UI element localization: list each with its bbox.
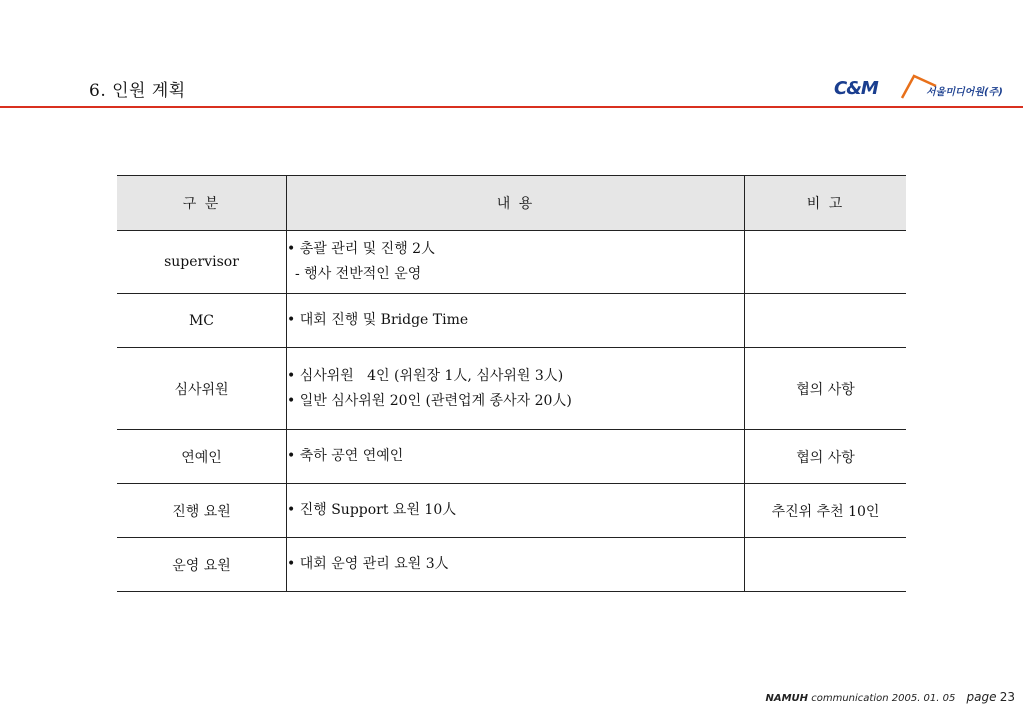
content-line: • 축하 공연 연예인 [287,448,404,464]
row-content [287,484,745,538]
header-divider [0,106,1023,108]
company-logo [834,72,1016,104]
footer-page-number: 23 [999,690,1015,704]
logo-korean-name: 서울미디어원(주) [926,87,1003,98]
row-note [745,231,907,294]
row-note [745,538,907,592]
row-category: supervisor [117,231,287,294]
content-line: • 일반 심사위원 20인 (관련업계 종사자 20人) [287,392,572,409]
staffing-plan-table [117,175,906,592]
row-note: 추진위 추천 10인 [745,484,907,538]
row-note [745,294,907,348]
column-header-note: 비 고 [745,176,907,231]
row-content [287,294,745,348]
footer-text: communication 2005. 01. 05 [808,693,956,704]
row-category: 운영 요원 [117,538,287,592]
row-content [287,231,745,294]
row-note: 협의 사항 [745,430,907,484]
footer-brand: NAMUH [765,693,809,704]
table-row [117,484,906,538]
content-line: • 진행 Support 요원 10人 [287,502,457,518]
content-line: • 심사위원 4인 (위원장 1人, 심사위원 3人) [287,367,564,384]
logo-wordmark: C&M [834,78,878,99]
row-content [287,430,745,484]
row-note: 협의 사항 [745,348,907,430]
row-category: 심사위원 [117,348,287,430]
table-row [117,231,906,294]
column-header-content: 내 용 [287,176,745,231]
content-line: • 대회 운영 관리 요원 3人 [287,556,449,572]
column-header-category: 구 분 [117,176,287,231]
table-header-row [117,176,906,231]
row-category: 연예인 [117,430,287,484]
row-content [287,538,745,592]
table-row [117,538,906,592]
row-content [287,348,745,430]
table-row [117,294,906,348]
page-title: 6. 인원 계획 [89,81,186,101]
page-footer [765,690,1015,704]
content-line: • 총괄 관리 및 진행 2人 [287,241,436,257]
content-line: - 행사 전반적인 운영 [295,266,422,282]
table-row [117,430,906,484]
footer-page-label: page [966,690,997,704]
row-category: 진행 요원 [117,484,287,538]
content-line: • 대회 진행 및 Bridge Time [287,312,469,328]
row-category: MC [117,294,287,348]
table-row [117,348,906,430]
